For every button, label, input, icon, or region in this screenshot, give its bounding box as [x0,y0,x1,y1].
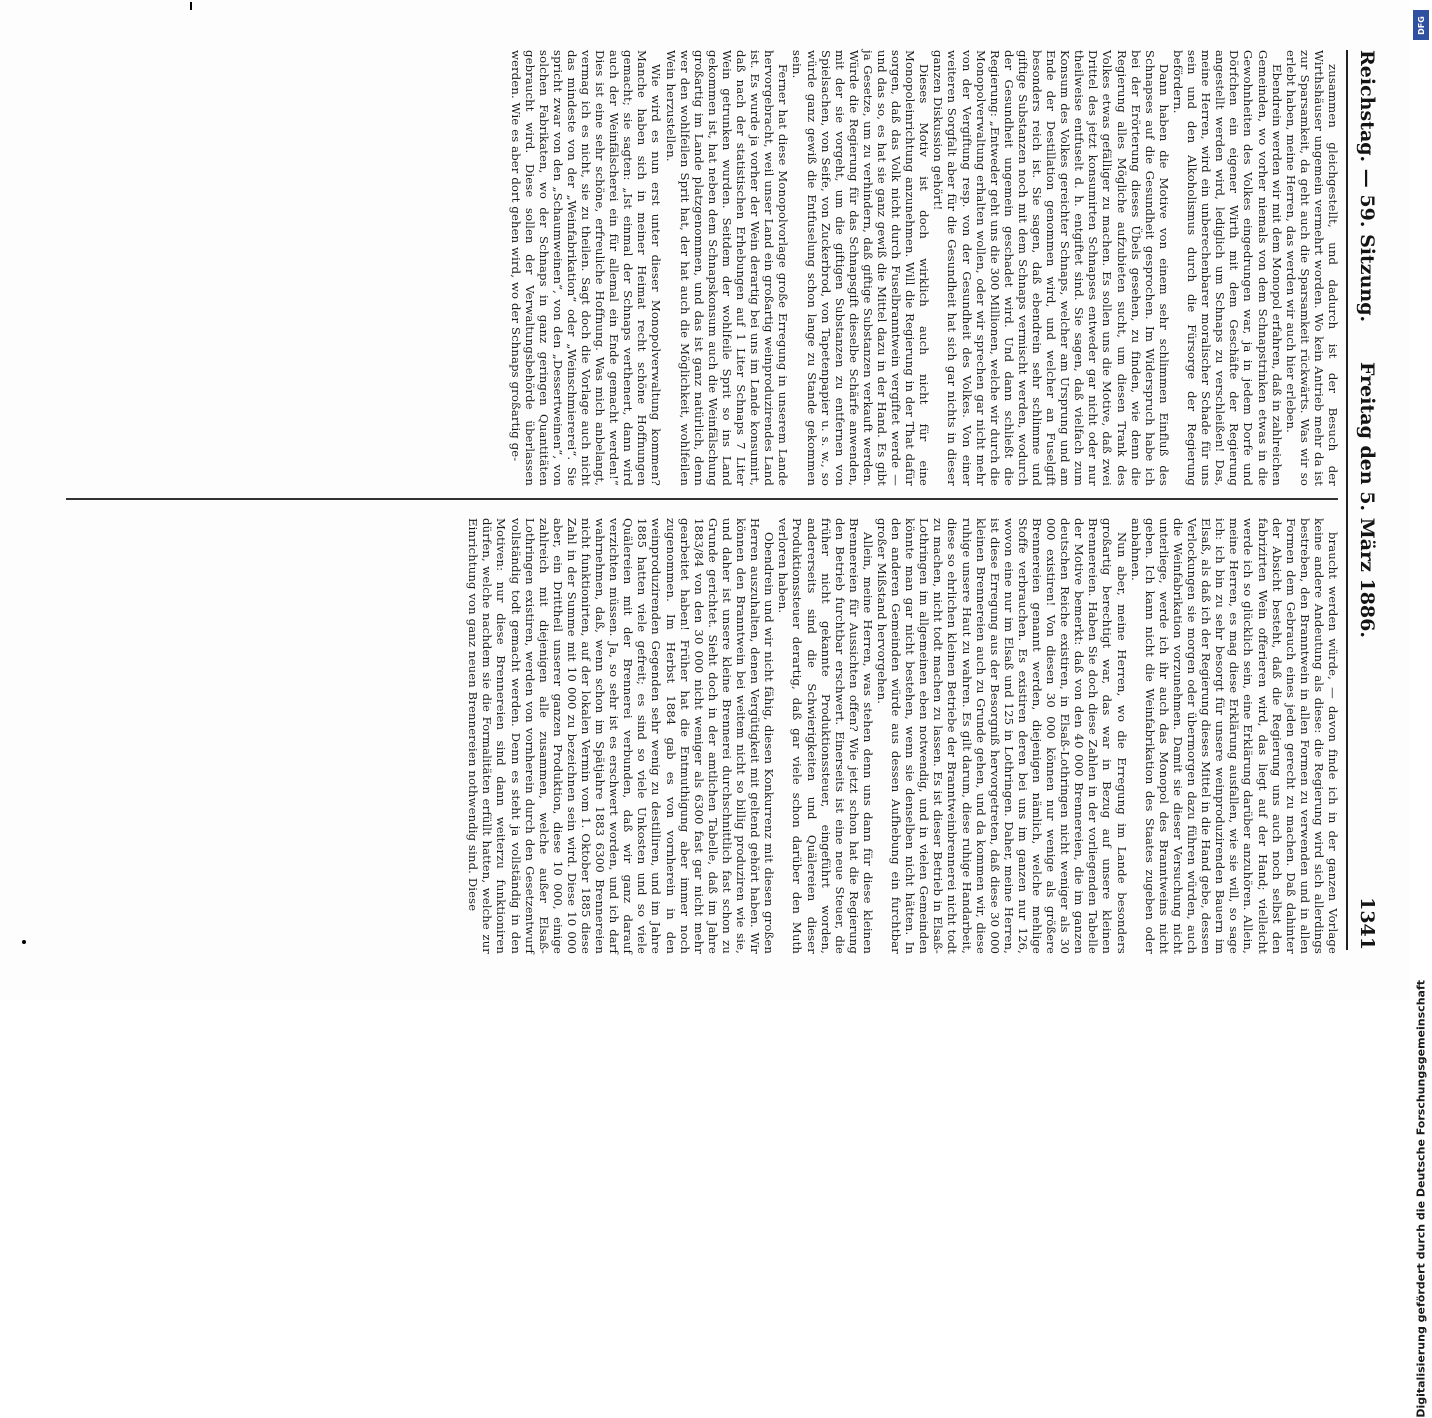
rotated-newspaper-page [36,20,1396,980]
digitization-sidebar [1410,0,1432,1418]
scan-speck [22,940,26,944]
paragraph: zusammen gleichgestellt, und dadurch ist der Besuch der Wirthshäuser ungemein vermehrt worden. Wo kein Antrieb mehr da ist zur Sparsamkeit, da geht auch die Sparsamkeit rückwärts. Was wir so erlebt haben, meine Herren, das werden wir auch hier erleben. [1283,50,1340,486]
digitization-credit: Digitalisierung gefördert durch die Deutsche Forschungsgemeinschaft [1415,980,1428,1418]
left-text-column [66,50,1340,486]
dfg-logo: DFG [1413,10,1429,40]
page-number: 1341 [1356,897,1378,950]
column-divider [66,498,1338,500]
paragraph: braucht werden würde, — davon finde ich in der ganzen Vorlage keine andere Andeutung als diese: die Regierung wird sich allerdings bestreben, den Branntwein in allen Formen zu verwenden und in allen Formen dem Gebrauch eines jeden gerecht zu machen. Daß dahinter der Absicht besteht, daß die Regierung uns auch noch selbst den fabrizirten Wein offerieren wird, das liegt auf der Hand; vielleicht werde ich so glücklich sein, eine Erklärung darüber anzuhören. Allein, meine Herren, es mag diese Erklärung ausfallen, wie sie will, so sage ich: ich bin zu sehr besorgt für unsere weinproduzirenden Bauern im Elsaß, als daß ich der Regierung dieses Mittel in die Hand gebe, dessen Verlockungen sie morgen oder übermorgen dazu führen würden, auch die Weinfabrikation vorzunehmen. Damit sie dieser Versuchung nicht unterliege, werde ich ihr auch das Monopol des Branntweins nicht geben. Ich kann nicht die Weinfabrikation des Staates zugeben oder anbahnen. [1128,518,1340,954]
paragraph: Ebendrein werden wir mit dem Monopol erfahren, daß in zahlreichen Gemeinden, wo vorher niemals von dem Schnapstrinken etwas in die Gewohnheiten des Volkes eingedrungen war, ja in jedem Dorfe und Dörfchen ein eigener Wirth mit dem Geschäfte der Regierung angestellt werden wird, lediglich um Schnaps zu verschleißen! Das, meine Herren, wird ein unberechenbarer moralischer Schade für uns sein und den Alkoholismus durch die Fürsorge der Regierung befördern. [1170,50,1284,486]
header-date: Freitag den 5. März 1886. [1356,362,1378,638]
paragraph: Nun aber, meine Herren, wo die Erregung im Lande besonders großartig berechtigt war, das war in Bezug auf unsere kleinen Brennereien. Haben Sie doch diese Zahlen in der vorliegenden Tabelle der Motive bemerkt: daß von den 40 000 Brennereien, die im ganzen deutschen Reiche existiren, in Elsaß-Lothringen nicht weniger als 30 000 existiren! Von diesen 30 000 können nur wenige als größere Brennereien genannt werden, diejenigen nämlich, welche mehlige Stoffe verbrauchen. Es existiren deren bei uns im ganzen nur 126, wovon eine nur im Elsaß und 125 in Lothringen. Daher, meine Herren, ist diese Erregung aus der Besorgniß hervorgetreten, daß diese 30 000 kleinen Brennereien auch zu Grunde gehen, und da kommen wir, diese ruhige unsere Haut zu wahren. Es gilt darum, diese ruhige Handarbeit, diese so ehrlichen kleinen Betriebe der Branntweinbrennerei nicht todt zu machen, nicht todt machen zu lassen. Es ist dieser Betrieb in Elsaß-Lothringen im allgemeinen eben notwendig, und in vielen Gemeinden könnte man gar nicht bestehen, wenn sie denselben nicht hätten. In den anderen Gemeinden würde aus dessen Aufhebung ein furchtbar großer Mißstand hervorgehen. [875,518,1129,954]
paragraph: Ferner hat diese Monopolvorlage große Erregung in unserem Lande hervorgebracht, weil unser Land ein großartig weinproduzirendes Land ist. Es wurde ja vorher der Wein derartig bei uns im Lande konsumirt, daß nach der statistischen Erhebungen auf 1 Liter Schnaps 7 Liter Wein getrunken wurden. Seitdem der wohlfeile Sprit so ins Land gekommen ist, hat neben dem Schnapskonsum auch die Weinfälschung großartig im Lande platzgenommen, und das ist ganz natürlich, denn wer den wohlfeilen Sprit hat, der hat auch die Möglichkeit, wohlfeilen Wein herzustellen. [663,50,791,486]
paragraph: Obendrein und wir nicht fähig, diesen Konkurrenz mit diesen großen Herren auszuhalten, denen Vergütigkeit mit geltend gehört haben. Wir können den Branntwein bei weitem nicht so billig produziren wie sie, und daher ist unsere kleine Brennerei durchschnittlich fast schon zu Grunde gerichtet. Sieht doch in der amtlichen Tabelle, daß im Jahre 1883/84 von den 30 000 nicht weniger als 6300 fast gar nicht mehr gearbeitet haben! Früher hat die Entmuthigung aber immer noch zugenommen. Im Herbst 1884 gab es von vornherein in den weinproduzirenden Gegenden sehr wenig zu destilliren, und im Jahre 1885 hatten viele gefreit; es sind so viele Unkosten und so viele Quälereien mit der Brennerei verbunden, daß wir ganz darauf verzichten müssen. Ja, so sehr ist es erschwert worden, und ich darf wahrnehmen, daß, wenn schon im Spätjahre 1883 6300 Brennereien nicht funktionirten, auf der lokalen Vermin vom 1. Oktober 1885 diese Zahl in der Summe mit 10 000 zu bezeichnen sein wird. Diese 10 000 aber, ein Drittheil unserer ganzen Produktion, diese 10 000, einige zahlreich mit diejenigen alle zusammen, welche außer Elsaß-Lothringen existiren, werden von vornherein durch den Gesetzentwurf vollständig todt gemacht werden. Denn es steht ja vollständig in den Motiven: nur diese Brennereien sind dann weiterzu funktioniren dürfen, welche nachdem sie die Formalitäten erfüllt hatten, welche zur Einrichtung von ganz neuen Brennereien nothwendig sind. Diese [466,518,777,954]
right-text-column [66,518,1340,954]
paragraph: Allein, meine Herren, was stehen denn uns dann für diese kleinen Brennereien für Aussichten offen? Wie jetzt schon hat die Regierung den Betrieb furchtbar erschwert. Einerseits ist eine neue Steuer, die früher nicht gekannte Produktionssteuer, eingeführt worden, andererseits sind die Schwierigkeiten und Quälereien dieser Produktionssteuer derartig, daß gar viele schon darüber den Muth verloren haben. [776,518,875,954]
paragraph: Wie wird es nun erst unter dieser Monopolverwaltung kommen? Manche haben sich in meiner Heimat recht schöne Hoffnungen gemacht; sie sagten: „Ist einmal der Schnaps verthenert, dann wird auch der Weinfälscherei ein für allemal ein Ende gemacht werden!“ Dies ist eine sehr schöne, erfreuliche Hoffnung. Was mich anbelangt, vermag ich es nicht, sie zu theilen. Sagt doch die Vorlage auch nicht das mindeste von der „Weinfabrikation“ oder „Weinschmiererei“. Sie spricht zwar von den „Schaumweinen“, von den „Dessertweinen“, von solchen Fabrikaten, wo der Schnaps in ganz geringen Quantitäten gebraucht wird. Diese sollen der Verwaltungsbehörde überlassen werden. Wie es aber dort gehen wird, wo der Schnaps großartig ge- [508,50,664,486]
paragraph: Dieses Motiv ist doch wirklich auch nicht für eine Monopoleinrichtung anzunehmen. Will die Regierung in der That dafür sorgen, daß das Volk nicht durch Fuselbranntwein vergiftet werde — und das so, es hat sie ganz gewiß die Mittel dazu in der Hand. Es gibt ja Gesetze, um zu verhindern, daß giftige Substanzen verkauft werden. Würde die Regierung für das Schnapsgift dieselbe Schärfe anwenden, mit der sie vorgeht, um die giftigen Substanzen zu entfernen von Spielsachen, von Seife, von Zuckerbrod, von Tapetenpapier u. s. w., so würde ganz gewiß die Entfuselung schon lange zu Stande gekommen sein. [790,50,932,486]
header-rule [1346,50,1348,950]
paragraph: Dann haben die Motive von einem sehr schlimmen Einfluß des Schnapses auf die Gesundheit gesprochen. Im Widerspruch habe ich bei der Erörterung dieses Übels gesehen, zu finden, wie denn die Regierung alles Mögliche aufzubieten sucht, um diesen Trank des Volkes etwas gefälliger zu machen. Es sollen uns die Motive, daß zwei Drittel des jetzt konsumirten Schnapses entweder gar nicht oder nur theilweise entfuselt d. h. entgiftet sind. Sie sagen, daß vielfach zum Konsum des Volkes gereichter Schnaps, welcher am Ursprung und am Ende der Destillation genommen wird, und welcher an Fuselgift besonders reich ist. Sie sagen, daß ebendrein sehr schlimme und giftige Substanzen noch mit dem Schnaps vermischt werden, wodurch der Gesundheit ungemein geschadet wird. Und dann schließt die Regierung: „Entweder geht uns die 300 Millionen, welche wir durch die Monopolverwaltung erhalten wollen, oder wir sprechen gar nicht mehr von der Vergiftung resp. von der Gesundheit des Volkes. Von einer weiteren Sorgfalt aber für die Gesundheit hat sich gar nichts in dieser ganzen Diskussion gehört! [931,50,1171,486]
page-header [1352,50,1378,950]
scan-speck [190,2,192,10]
header-session: Reichstag. — 59. Sitzung. [1356,50,1378,323]
